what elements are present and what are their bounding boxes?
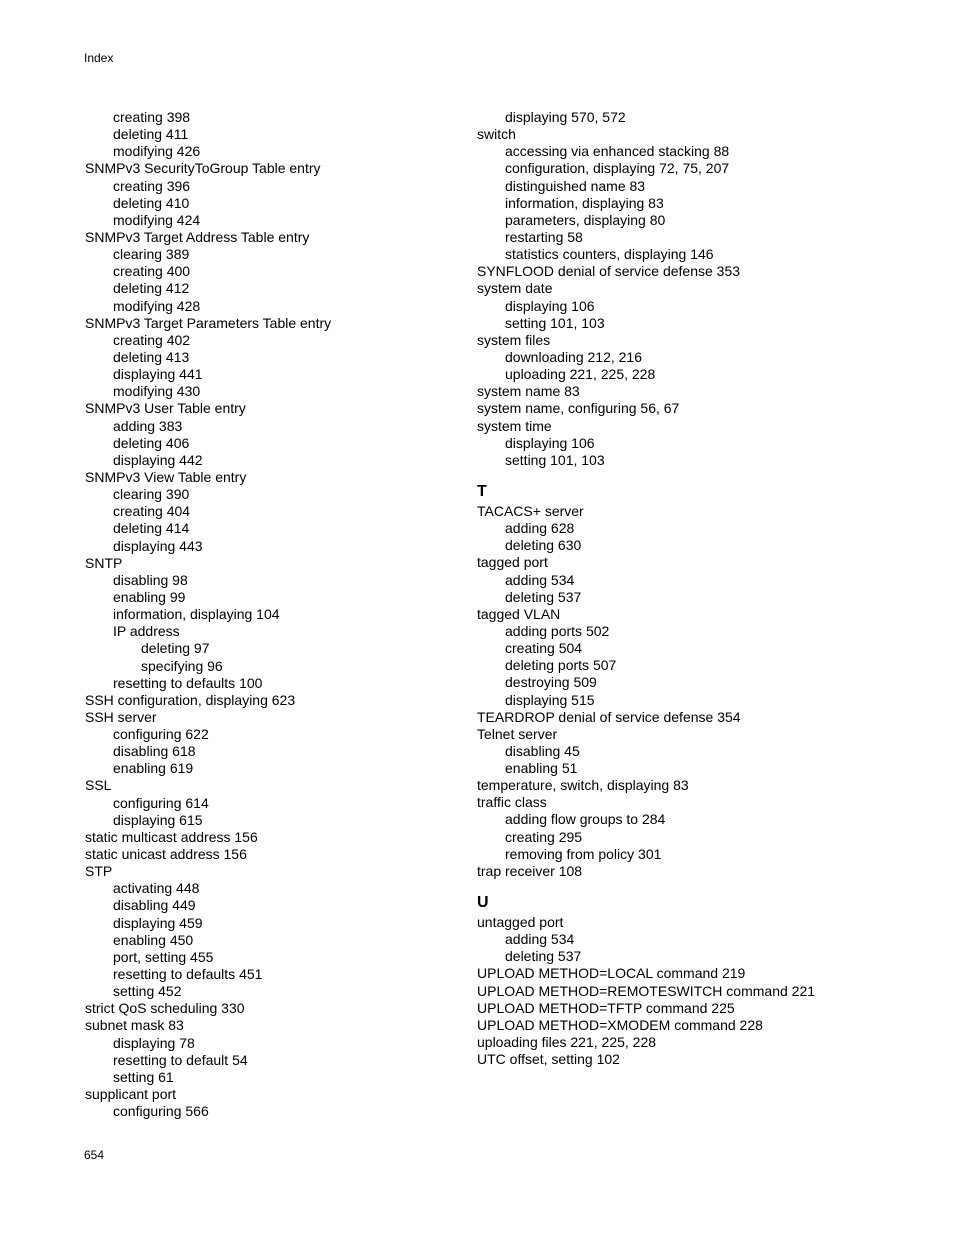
index-entry: trap receiver 108 [477,862,583,879]
index-subentry: setting 61 [113,1068,174,1085]
index-entry: static unicast address 156 [85,846,247,863]
index-subentry: port, setting 455 [113,948,214,965]
index-subentry: configuring 614 [113,794,209,811]
index-entry: SNMPv3 Target Parameters Table entry [85,314,332,331]
index-entry: switch [477,126,516,143]
index-subsubentry: deleting 97 [141,640,210,657]
index-subentry: deleting 412 [113,280,190,297]
index-subentry: deleting 411 [113,126,189,143]
index-entry: UPLOAD METHOD=REMOTESWITCH command 221 [477,982,816,999]
index-subentry: configuration, displaying 72, 75, 207 [505,160,730,177]
index-entry: UTC offset, setting 102 [477,1051,620,1068]
running-header: Index [84,51,114,65]
index-subentry: creating 400 [113,263,191,280]
index-entry: SSL [85,777,112,794]
index-subentry: restarting 58 [505,228,583,245]
index-subentry: displaying 570, 572 [505,109,626,125]
index-subentry: uploading 221, 225, 228 [505,366,656,383]
index-subentry: accessing via enhanced stacking 88 [505,143,730,160]
index-entry: tagged VLAN [477,605,561,622]
index-entry: temperature, switch, displaying 83 [477,777,689,794]
index-entry: SYNFLOOD denial of service defense 353 [477,263,741,280]
index-entry: SNMPv3 Target Address Table entry [85,228,310,245]
index-subentry: displaying 106 [505,434,595,451]
index-subentry: disabling 45 [505,742,580,759]
index-subentry: creating 396 [113,177,191,194]
index-subentry: enabling 619 [113,760,194,777]
index-subentry: creating 295 [505,828,583,845]
index-subentry: enabling 450 [113,931,194,948]
index-subentry: modifying 430 [113,383,201,400]
index-entry: tagged port [477,554,548,571]
index-subentry: setting 452 [113,983,182,1000]
index-subentry: displaying 441 [113,366,203,383]
index-entry: traffic class [477,794,547,811]
index-subentry: distinguished name 83 [505,177,646,194]
index-subentry: clearing 390 [113,486,190,503]
index-subentry: creating 398 [113,109,191,125]
page-number: 654 [84,1148,105,1162]
index-entry: system files [477,331,551,348]
index-subentry: removing from policy 301 [505,845,662,862]
index-entry: system date [477,280,553,297]
index-subentry: configuring 566 [113,1103,209,1120]
index-subentry: setting 101, 103 [505,314,605,331]
index-subentry: deleting 406 [113,434,190,451]
index-entry: SNMPv3 SecurityToGroup Table entry [85,160,321,177]
index-subentry: displaying 615 [113,811,203,828]
index-entry: TEARDROP denial of service defense 354 [477,708,741,725]
index-subentry: information, displaying 104 [113,606,280,623]
index-subentry: creating 402 [113,331,191,348]
index-entry: SSH configuration, displaying 623 [85,691,296,708]
index-subentry: displaying 443 [113,537,203,554]
index-subentry: disabling 449 [113,897,196,914]
index-subentry: adding 534 [505,931,575,948]
index-subentry: deleting 537 [505,588,582,605]
index-entry: uploading files 221, 225, 228 [477,1034,657,1051]
index-subentry: displaying 106 [505,297,595,314]
index-subentry: modifying 426 [113,143,201,160]
index-subentry: deleting 414 [113,520,190,537]
index-subentry: resetting to defaults 100 [113,674,263,691]
index-entry: untagged port [477,914,564,931]
index-entry: system name, configuring 56, 67 [477,400,680,417]
index-subentry: displaying 515 [505,691,595,708]
index-entry: subnet mask 83 [85,1017,184,1034]
index-section-letter: T [477,482,487,500]
index-subentry: modifying 428 [113,297,201,314]
index-entry: supplicant port [85,1086,177,1103]
index-subentry: adding 383 [113,417,183,434]
index-subentry: information, displaying 83 [505,194,664,211]
index-subentry: adding 534 [505,571,575,588]
index-subentry: deleting 630 [505,537,582,554]
index-entry: Telnet server [477,725,558,742]
index-subentry: activating 448 [113,880,200,897]
index-subentry: configuring 622 [113,726,209,743]
index-entry: TACACS+ server [477,502,584,519]
index-subentry: downloading 212, 216 [505,348,643,365]
index-entry: SNMPv3 View Table entry [85,468,247,485]
index-subentry: adding flow groups to 284 [505,811,666,828]
index-subentry: clearing 389 [113,246,190,263]
index-entry: SNTP [85,554,123,571]
index-subentry: creating 504 [505,640,583,657]
index-subentry: deleting ports 507 [505,657,617,674]
index-subentry: disabling 98 [113,571,188,588]
index-entry: strict QoS scheduling 330 [85,1000,245,1017]
index-subentry: deleting 410 [113,194,190,211]
index-subentry: enabling 99 [113,588,186,605]
index-subentry: parameters, displaying 80 [505,211,666,228]
index-subentry: creating 404 [113,503,191,520]
index-subentry: IP address [113,623,180,640]
index-subentry: adding 628 [505,520,575,537]
index-subentry: displaying 442 [113,451,203,468]
index-subentry: displaying 459 [113,914,203,931]
index-subentry: resetting to default 54 [113,1051,248,1068]
index-subentry: statistics counters, displaying 146 [505,246,714,263]
index-entry: system time [477,417,552,434]
index-entry: UPLOAD METHOD=XMODEM command 228 [477,1016,763,1033]
index-column-left [85,109,505,1120]
index-subentry: disabling 618 [113,743,196,760]
index-entry: system name 83 [477,383,580,400]
index-subentry: deleting 537 [505,948,582,965]
index-subentry: adding ports 502 [505,622,610,639]
index-subentry: destroying 509 [505,674,597,691]
index-subentry: resetting to defaults 451 [113,966,263,983]
index-subentry: modifying 424 [113,211,201,228]
index-subentry: displaying 78 [113,1034,195,1051]
index-entry: SSH server [85,708,157,725]
index-subsubentry: specifying 96 [141,657,223,674]
index-entry: SNMPv3 User Table entry [85,400,246,417]
index-section-letter: U [477,894,489,912]
index-subentry: enabling 51 [505,760,578,777]
index-entry: STP [85,863,113,880]
index-entry: UPLOAD METHOD=TFTP command 225 [477,999,735,1016]
index-subentry: setting 101, 103 [505,451,605,468]
index-entry: static multicast address 156 [85,828,258,845]
index-column-right [477,109,897,1068]
index-entry: UPLOAD METHOD=LOCAL command 219 [477,965,746,982]
index-subentry: deleting 413 [113,348,190,365]
